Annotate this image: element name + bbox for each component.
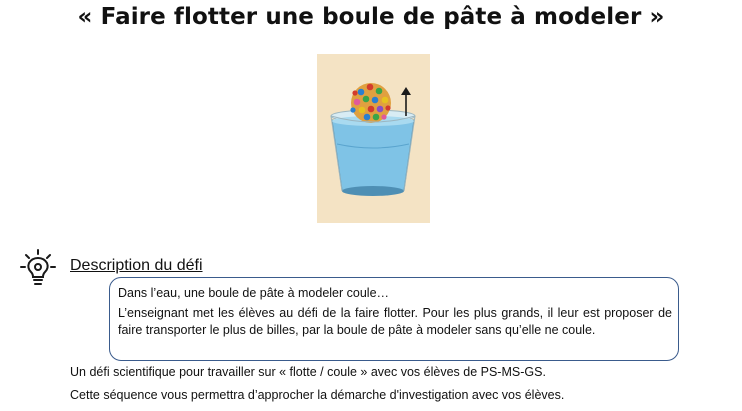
challenge-description-box: [109, 277, 679, 361]
callout-paragraph: L’enseignant met les élèves au défi de la faire flotter. Pour les plus grands, il leur est proposer de faire transporter le plus de billes, par la boule de pâte à modeler sans qu’elle ne coule.: [118, 306, 672, 337]
body-text-line: Cette séquence vous permettra d’approcher la démarche d'investigation avec vos élèves.: [70, 388, 565, 402]
page-title: « Faire flotter une boule de pâte à modeler »: [77, 4, 665, 30]
section-heading: Description du défi: [70, 257, 203, 274]
body-text-line: Un défi scientifique pour travailler sur « flotte / coule » avec vos élèves de PS-MS-GS.: [70, 365, 546, 379]
callout-intro: Dans l’eau, une boule de pâte à modeler coule…: [118, 286, 390, 300]
ball-floating-in-glass-illustration: [317, 54, 430, 223]
lightbulb-icon: [20, 249, 56, 289]
